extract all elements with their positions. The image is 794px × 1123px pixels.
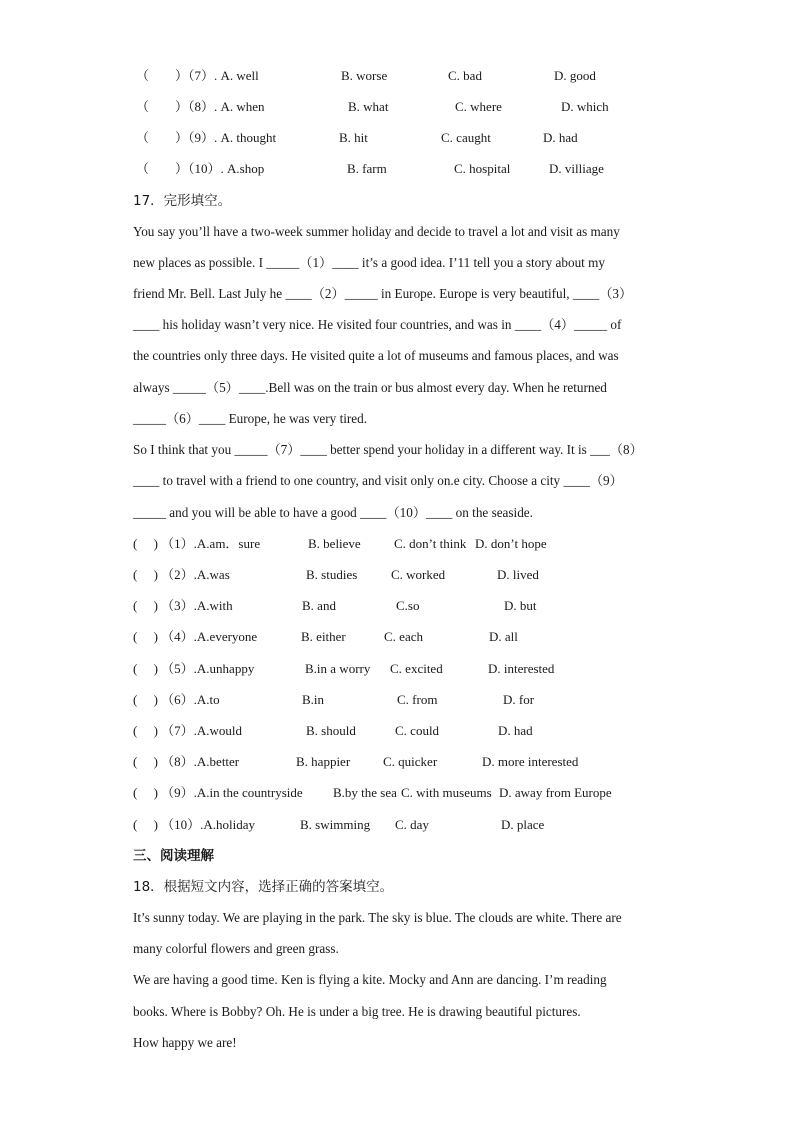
- option-b: B. hit: [339, 130, 368, 145]
- option-d: D. more interested: [482, 754, 579, 769]
- option-b: B. swimming: [300, 817, 371, 832]
- option-b: B.by the sea: [333, 785, 397, 800]
- passage-line: always _____（5）____.Bell was on the train or bus almost every day. When he returned: [133, 380, 607, 395]
- option-c: C. worked: [391, 567, 446, 582]
- option-c: C. don’t think: [394, 536, 467, 551]
- option-number-a: （ ）（10）. A.shop: [136, 161, 265, 176]
- option-number-a: ( ) （8）.A.better: [133, 754, 240, 769]
- option-b: B. worse: [341, 68, 388, 83]
- option-c: C.so: [396, 598, 420, 613]
- option-c: C. with museums: [401, 785, 492, 800]
- option-number-a: ( ) （6）.A.to: [133, 692, 220, 707]
- passage-line: You say you’ll have a two-week summer holiday and decide to travel a lot and visit as many: [133, 224, 620, 239]
- option-b: B. happier: [296, 754, 351, 769]
- option-number-a: ( ) （3）.A.with: [133, 598, 233, 613]
- option-d: D. interested: [488, 661, 555, 676]
- option-c: C. day: [395, 817, 429, 832]
- passage-line: _____ and you will be able to have a good ____（10）____ on the seaside.: [133, 505, 533, 520]
- option-d: D. all: [489, 629, 518, 644]
- option-number-a: （ ）（7）. A. well: [136, 68, 259, 83]
- option-b: B. what: [348, 99, 389, 114]
- question-18-title: 18．根据短文内容，选择正确的答案填空。: [133, 879, 394, 895]
- passage-line: _____（6）____ Europe, he was very tired.: [133, 411, 368, 426]
- option-d: D. which: [561, 99, 609, 114]
- option-number-a: ( ) （10）.A.holiday: [133, 817, 256, 832]
- option-b: B. believe: [308, 536, 361, 551]
- option-d: D. lived: [497, 567, 539, 582]
- option-d: D. had: [543, 130, 578, 145]
- option-c: C. caught: [441, 130, 491, 145]
- option-d: D. villiage: [549, 161, 604, 176]
- option-d: D. away from Europe: [499, 785, 612, 800]
- option-c: C. quicker: [383, 754, 438, 769]
- option-b: B. and: [302, 598, 336, 613]
- option-b: B.in: [302, 692, 325, 707]
- option-c: C. could: [395, 723, 440, 738]
- question-17-title: 17．完形填空。: [133, 193, 232, 209]
- passage-line: many colorful flowers and green grass.: [133, 941, 339, 956]
- option-d: D. for: [503, 692, 535, 707]
- option-c: C. where: [455, 99, 502, 114]
- option-number-a: ( ) （7）.A.would: [133, 723, 243, 738]
- option-b: B.in a worry: [305, 661, 371, 676]
- passage-line: books. Where is Bobby? Oh. He is under a big tree. He is drawing beautiful pictures.: [133, 1004, 581, 1019]
- option-b: B. either: [301, 629, 346, 644]
- option-c: C. bad: [448, 68, 482, 83]
- option-number-a: ( ) （1）.A.am．sure: [133, 536, 261, 551]
- option-b: B. should: [306, 723, 356, 738]
- passage-line: We are having a good time. Ken is flying a kite. Mocky and Ann are dancing. I’m reading: [133, 972, 607, 987]
- option-number-a: ( ) （9）.A.in the countryside: [133, 785, 303, 800]
- option-d: D. good: [554, 68, 596, 83]
- option-b: B. farm: [347, 161, 387, 176]
- option-number-a: （ ）（9）. A. thought: [136, 130, 277, 145]
- option-c: C. from: [397, 692, 438, 707]
- option-b: B. studies: [306, 567, 358, 582]
- option-c: C. hospital: [454, 161, 511, 176]
- passage-line: So I think that you _____（7）____ better spend your holiday in a different way. It is ___（8）: [133, 442, 643, 457]
- option-number-a: ( ) （4）.A.everyone: [133, 629, 258, 644]
- option-number-a: ( ) （2）.A.was: [133, 567, 230, 582]
- option-d: D. but: [504, 598, 537, 613]
- passage-line: ____ to travel with a friend to one country, and visit only on.e city. Choose a city ____（9）: [133, 473, 623, 488]
- option-d: D. had: [498, 723, 533, 738]
- passage-line: How happy we are!: [133, 1035, 237, 1050]
- option-d: D. don’t hope: [475, 536, 547, 551]
- passage-line: ____ his holiday wasn’t very nice. He visited four countries, and was in ____（4）_____ of: [133, 317, 622, 332]
- option-c: C. each: [384, 629, 423, 644]
- section-title: 三、阅读理解: [133, 848, 214, 864]
- option-number-a: ( ) （5）.A.unhappy: [133, 661, 255, 676]
- passage-line: the countries only three days. He visited quite a lot of museums and famous places, and was: [133, 348, 619, 363]
- option-c: C. excited: [390, 661, 443, 676]
- passage-line: friend Mr. Bell. Last July he ____（2）_____ in Europe. Europe is very beautiful, ____（3）: [133, 286, 633, 301]
- option-d: D. place: [501, 817, 545, 832]
- passage-line: new places as possible. I _____（1）____ it’s a good idea. I’11 tell you a story about my: [133, 255, 605, 270]
- option-number-a: （ ）（8）. A. when: [136, 99, 265, 114]
- passage-line: It’s sunny today. We are playing in the park. The sky is blue. The clouds are white. There are: [133, 910, 622, 925]
